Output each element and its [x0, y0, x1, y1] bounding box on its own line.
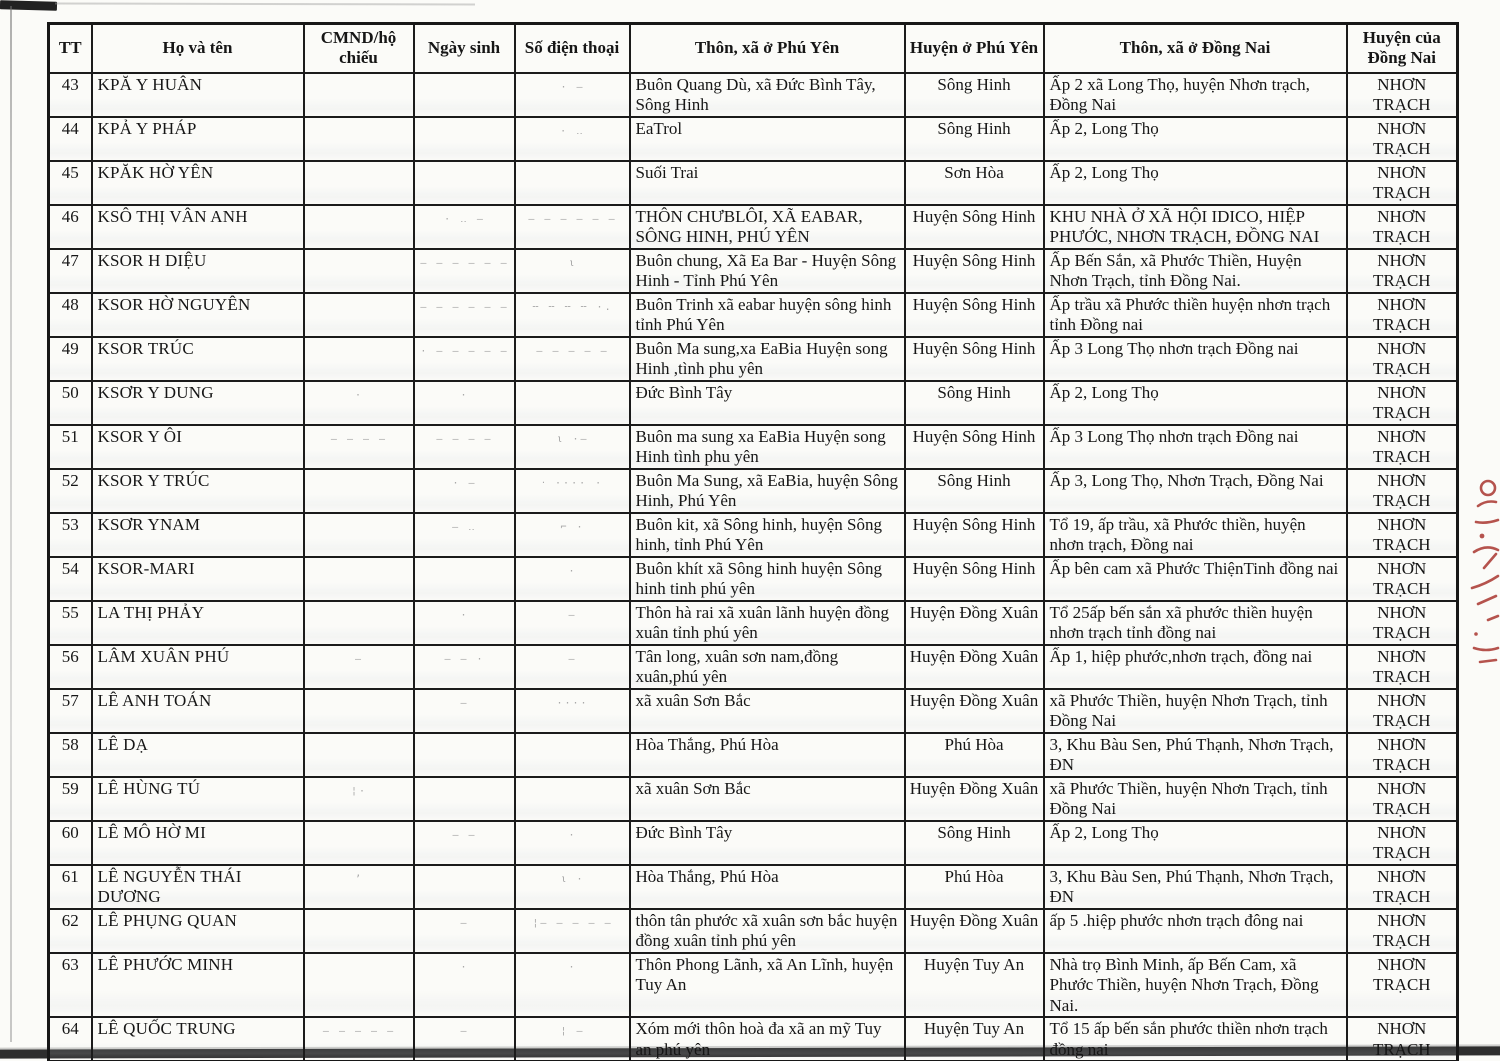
table-row: [49, 117, 1458, 161]
cell-birthdate: –: [414, 1017, 515, 1061]
cell-tt: 45: [49, 161, 92, 205]
cell-phone: ⌐ ·: [515, 513, 630, 557]
cell-py-district: Huyện Đồng Xuân: [905, 777, 1044, 821]
cell-cmnd: [304, 557, 414, 601]
cell-birthdate: ·: [414, 601, 515, 645]
cell-name: LÊ QUỐC TRUNG: [92, 1017, 304, 1061]
cell-phone: ι ·‒: [515, 425, 630, 469]
cell-dn-commune: xã Phước Thiền, huyện Nhơn Trạch, tỉnh Đồng Nai: [1044, 689, 1347, 733]
cell-py-district: Huyện Tuy An: [905, 953, 1044, 1018]
cell-phone: – – – – –: [515, 337, 630, 381]
cell-birthdate: – – – – – –: [414, 293, 515, 337]
cell-birthdate: – – – – – –: [414, 249, 515, 293]
cell-py-commune: Suối Trai: [630, 161, 905, 205]
cell-birthdate: · ‥ –: [414, 205, 515, 249]
header-dn-commune: Thôn, xã ở Đồng Nai: [1044, 24, 1347, 73]
table-row: [49, 1017, 1458, 1061]
cell-phone: ····: [515, 689, 630, 733]
header-row: [49, 24, 1458, 73]
cell-cmnd: ¦·: [304, 777, 414, 821]
table-row: [49, 821, 1458, 865]
scan-edge-top-line: [55, 2, 475, 5]
cell-dn-commune: Ấp 2, Long Thọ: [1044, 161, 1347, 205]
cell-cmnd: – – – –: [304, 425, 414, 469]
cell-py-district: Phú Hòa: [905, 865, 1044, 909]
header-phone: Số điện thoại: [515, 24, 630, 73]
table-row: [49, 161, 1458, 205]
table-row: [49, 733, 1458, 777]
cell-dn-district: NHƠN TRẠCH: [1347, 337, 1458, 381]
table-row: [49, 73, 1458, 117]
cell-dn-district: NHƠN TRẠCH: [1347, 733, 1458, 777]
cell-dn-commune: Ấp 3, Long Thọ, Nhơn Trạch, Đồng Nai: [1044, 469, 1347, 513]
cell-tt: 62: [49, 909, 92, 953]
cell-tt: 43: [49, 73, 92, 117]
cell-dn-commune: xã Phước Thiền, huyện Nhơn Trạch, tỉnh Đồng Nai: [1044, 777, 1347, 821]
cell-name: KSOR-MARI: [92, 557, 304, 601]
header-dn-district: Huyện của Đồng Nai: [1347, 24, 1458, 73]
header-cmnd: CMND/hộ chiếu: [304, 24, 414, 73]
cell-cmnd: [304, 733, 414, 777]
cell-birthdate: ·: [414, 381, 515, 425]
cell-phone: ι: [515, 249, 630, 293]
cell-birthdate: –: [414, 689, 515, 733]
cell-tt: 54: [49, 557, 92, 601]
cell-py-commune: xã xuân Sơn Bắc: [630, 777, 905, 821]
cell-name: LÊ PHỤNG QUAN: [92, 909, 304, 953]
cell-py-commune: Tân long, xuân sơn nam,đồng xuân,phú yên: [630, 645, 905, 689]
cell-dn-district: NHƠN TRẠCH: [1347, 469, 1458, 513]
cell-dn-district: NHƠN TRẠCH: [1347, 161, 1458, 205]
cell-dn-district: NHƠN TRẠCH: [1347, 601, 1458, 645]
cell-dn-commune: Nhà trọ Bình Minh, ấp Bến Cam, xã Phước Thiền, huyện Nhơn Trạch, Đồng Nai.: [1044, 953, 1347, 1018]
cell-phone: · ‒: [515, 73, 630, 117]
cell-cmnd: [304, 161, 414, 205]
cell-birthdate: [414, 777, 515, 821]
cell-py-commune: Buôn kit, xã Sông hinh, huyện Sông hinh, tỉnh Phú Yên: [630, 513, 905, 557]
table-row: [49, 909, 1458, 953]
header-tt: TT: [49, 24, 92, 73]
cell-dn-commune: Ấp 3 Long Thọ nhơn trạch Đồng nai: [1044, 337, 1347, 381]
cell-dn-district: NHƠN TRẠCH: [1347, 821, 1458, 865]
cell-cmnd: [304, 821, 414, 865]
cell-dn-commune: Tổ 25ấp bến sắn xã phước thiền huyện nhơn trạch tỉnh đồng nai: [1044, 601, 1347, 645]
cell-tt: 46: [49, 205, 92, 249]
cell-py-commune: Đức Bình Tây: [630, 821, 905, 865]
cell-dn-district: NHƠN TRẠCH: [1347, 953, 1458, 1018]
table-row: [49, 865, 1458, 909]
cell-cmnd: [304, 117, 414, 161]
cell-name: KSOR Y ÔI: [92, 425, 304, 469]
cell-py-commune: thôn tân phước xã xuân sơn bắc huyện đồng xuân tỉnh phú yên: [630, 909, 905, 953]
cell-dn-commune: Ấp trầu xã Phước thiền huyện nhơn trạch tỉnh Đồng nai: [1044, 293, 1347, 337]
scan-edge-left-line: [10, 6, 12, 1042]
cell-py-district: Huyện Sông Hinh: [905, 425, 1044, 469]
cell-dn-district: NHƠN TRẠCH: [1347, 865, 1458, 909]
cell-dn-commune: Ấp Bến Sắn, xã Phước Thiền, Huyện Nhơn Trạch, tỉnh Đồng Nai.: [1044, 249, 1347, 293]
cell-tt: 63: [49, 953, 92, 1018]
cell-py-district: Huyện Đồng Xuân: [905, 601, 1044, 645]
cell-py-district: Sông Hinh: [905, 821, 1044, 865]
cell-name: KSOR Y TRÚC: [92, 469, 304, 513]
cell-birthdate: – ‥: [414, 513, 515, 557]
cell-dn-commune: KHU NHÀ Ở XÃ HỘI IDICO, HIỆP PHƯỚC, NHƠN TRẠCH, ĐỒNG NAI: [1044, 205, 1347, 249]
cell-name: KSOR TRÚC: [92, 337, 304, 381]
table-row: [49, 689, 1458, 733]
cell-tt: 60: [49, 821, 92, 865]
cell-py-commune: Thôn hà rai xã xuân lãnh huyện đồng xuân tỉnh phú yên: [630, 601, 905, 645]
cell-birthdate: – – – –: [414, 425, 515, 469]
cell-dn-district: NHƠN TRẠCH: [1347, 513, 1458, 557]
cell-cmnd: – – – – –: [304, 1017, 414, 1061]
cell-dn-district: NHƠN TRẠCH: [1347, 777, 1458, 821]
cell-cmnd: [304, 73, 414, 117]
cell-tt: 61: [49, 865, 92, 909]
table-row: [49, 645, 1458, 689]
cell-cmnd: [304, 953, 414, 1018]
cell-cmnd: [304, 909, 414, 953]
cell-birthdate: [414, 161, 515, 205]
header-py-commune: Thôn, xã ở Phú Yên: [630, 24, 905, 73]
cell-py-district: Sông Hinh: [905, 381, 1044, 425]
cell-birthdate: · – – – – –: [414, 337, 515, 381]
table-row: [49, 293, 1458, 337]
cell-py-commune: Buôn Quang Dù, xã Đức Bình Tây, Sông Hinh: [630, 73, 905, 117]
cell-py-district: Huyện Sông Hinh: [905, 337, 1044, 381]
cell-birthdate: [414, 117, 515, 161]
cell-birthdate: – – ·: [414, 645, 515, 689]
cell-tt: 52: [49, 469, 92, 513]
cell-dn-district: NHƠN TRẠCH: [1347, 117, 1458, 161]
cell-birthdate: ·: [414, 953, 515, 1018]
table-row: [49, 777, 1458, 821]
cell-phone: [515, 777, 630, 821]
cell-birthdate: · –: [414, 469, 515, 513]
cell-dn-commune: Ấp bên cam xã Phước ThiệnTinh đồng nai: [1044, 557, 1347, 601]
cell-py-district: Huyện Đồng Xuân: [905, 909, 1044, 953]
cell-cmnd: ·: [304, 381, 414, 425]
header-py-district: Huyện ở Phú Yên: [905, 24, 1044, 73]
cell-dn-commune: ấp 5 .hiệp phước nhơn trạch đông nai: [1044, 909, 1347, 953]
cell-phone: ·: [515, 953, 630, 1018]
cell-name: LA THỊ PHẢY: [92, 601, 304, 645]
red-stamp-fragment: [1464, 476, 1500, 676]
cell-dn-district: NHƠN TRẠCH: [1347, 557, 1458, 601]
cell-phone: [515, 161, 630, 205]
cell-cmnd: [304, 249, 414, 293]
cell-cmnd: ’: [304, 865, 414, 909]
table-row: [49, 601, 1458, 645]
cell-dn-commune: 3, Khu Bàu Sen, Phú Thạnh, Nhơn Trạch, ĐN: [1044, 733, 1347, 777]
cell-phone: –: [515, 645, 630, 689]
cell-tt: 49: [49, 337, 92, 381]
cell-name: LÂM XUÂN PHÚ: [92, 645, 304, 689]
table-row: [49, 469, 1458, 513]
cell-py-commune: Thôn Phong Lãnh, xã An Lĩnh, huyện Tuy An: [630, 953, 905, 1018]
cell-cmnd: [304, 293, 414, 337]
cell-dn-commune: Ấp 2, Long Thọ: [1044, 381, 1347, 425]
cell-tt: 64: [49, 1017, 92, 1061]
cell-py-district: Huyện Tuy An: [905, 1017, 1044, 1061]
cell-tt: 55: [49, 601, 92, 645]
cell-dn-district: NHƠN TRẠCH: [1347, 909, 1458, 953]
cell-dn-district: NHƠN TRẠCH: [1347, 73, 1458, 117]
cell-dn-commune: Ấp 2, Long Thọ: [1044, 117, 1347, 161]
cell-py-district: Phú Hòa: [905, 733, 1044, 777]
cell-py-district: Huyện Sông Hinh: [905, 513, 1044, 557]
cell-dn-commune: Tổ 15 ấp bến sắn phước thiền nhơn trạch đồng nai: [1044, 1017, 1347, 1061]
cell-tt: 50: [49, 381, 92, 425]
cell-py-commune: Buôn Ma sung,xa EaBia Huyện song Hinh ,tình phu yên: [630, 337, 905, 381]
cell-dn-district: NHƠN TRẠCH: [1347, 645, 1458, 689]
cell-tt: 48: [49, 293, 92, 337]
cell-name: KSƠR Y DUNG: [92, 381, 304, 425]
cell-birthdate: –: [414, 909, 515, 953]
table-header: [49, 24, 1458, 73]
cell-py-district: Huyện Đồng Xuân: [905, 689, 1044, 733]
table-row: [49, 249, 1458, 293]
cell-py-district: Huyện Sông Hinh: [905, 293, 1044, 337]
cell-birthdate: [414, 73, 515, 117]
cell-py-commune: Đức Bình Tây: [630, 381, 905, 425]
cell-phone: ╌ ╌ ╌ ╌ ·.: [515, 293, 630, 337]
cell-py-district: Sông Hinh: [905, 73, 1044, 117]
table-row: [49, 381, 1458, 425]
cell-py-commune: Xóm mới thôn hoà đa xã an mỹ Tuy an phú yên: [630, 1017, 905, 1061]
cell-phone: – – – – – –: [515, 205, 630, 249]
cell-birthdate: [414, 733, 515, 777]
cell-name: KPẢ Y PHÁP: [92, 117, 304, 161]
cell-name: LÊ ANH TOÁN: [92, 689, 304, 733]
cell-py-commune: Buôn Ma Sung, xã EaBia, huyện Sông Hinh, Phú Yên: [630, 469, 905, 513]
cell-birthdate: [414, 865, 515, 909]
cell-name: LÊ PHƯỚC MINH: [92, 953, 304, 1018]
table-row: [49, 513, 1458, 557]
cell-py-district: Huyện Đồng Xuân: [905, 645, 1044, 689]
cell-tt: 47: [49, 249, 92, 293]
cell-cmnd: —: [304, 645, 414, 689]
cell-phone: [515, 381, 630, 425]
cell-py-commune: THÔN CHƯBLÔI, XÃ EABAR, SÔNG HINH, PHÚ YÊN: [630, 205, 905, 249]
cell-name: KSÔ THỊ VÂN ANH: [92, 205, 304, 249]
header-birthdate: Ngày sinh: [414, 24, 515, 73]
cell-name: LÊ HÙNG TÚ: [92, 777, 304, 821]
table-row: [49, 205, 1458, 249]
cell-py-district: Sông Hinh: [905, 469, 1044, 513]
cell-phone: ·: [515, 821, 630, 865]
table-row: [49, 953, 1458, 1018]
cell-dn-district: NHƠN TRẠCH: [1347, 689, 1458, 733]
cell-dn-district: NHƠN TRẠCH: [1347, 249, 1458, 293]
cell-py-commune: Buôn ma sung xa EaBia Huyện song Hinh tình phu yên: [630, 425, 905, 469]
cell-py-district: Huyện Sông Hinh: [905, 249, 1044, 293]
cell-py-commune: Hòa Thắng, Phú Hòa: [630, 865, 905, 909]
cell-phone: –: [515, 601, 630, 645]
cell-tt: 59: [49, 777, 92, 821]
cell-dn-commune: 3, Khu Bàu Sen, Phú Thạnh, Nhơn Trạch, ĐN: [1044, 865, 1347, 909]
table-row: [49, 425, 1458, 469]
cell-name: KSƠR YNAM: [92, 513, 304, 557]
cell-cmnd: [304, 689, 414, 733]
cell-phone: ι ·: [515, 865, 630, 909]
cell-phone: ·: [515, 557, 630, 601]
cell-dn-commune: Ấp 2, Long Thọ: [1044, 821, 1347, 865]
cell-py-commune: Hòa Thắng, Phú Hòa: [630, 733, 905, 777]
cell-py-commune: EaTrol: [630, 117, 905, 161]
header-name: Họ và tên: [92, 24, 304, 73]
cell-dn-district: NHƠN TRẠCH: [1347, 1017, 1458, 1061]
cell-py-commune: Buôn Trinh xã eabar huyện sông hinh tỉnh Phú Yên: [630, 293, 905, 337]
cell-cmnd: [304, 601, 414, 645]
cell-dn-district: NHƠN TRẠCH: [1347, 293, 1458, 337]
cell-tt: 58: [49, 733, 92, 777]
table-row: [49, 337, 1458, 381]
cell-name: KSOR H DIỆU: [92, 249, 304, 293]
cell-py-district: Sông Hinh: [905, 117, 1044, 161]
cell-name: LÊ NGUYỄN THÁI DƯƠNG: [92, 865, 304, 909]
table-body: [49, 73, 1458, 1061]
cell-tt: 53: [49, 513, 92, 557]
cell-dn-commune: Ấp 2 xã Long Thọ, huyện Nhơn trạch, Đồng Nai: [1044, 73, 1347, 117]
cell-cmnd: [304, 337, 414, 381]
cell-dn-district: NHƠN TRẠCH: [1347, 381, 1458, 425]
cell-cmnd: [304, 513, 414, 557]
cell-tt: 57: [49, 689, 92, 733]
cell-py-commune: Buôn khít xã Sông hinh huyện Sông hinh tinh phú yên: [630, 557, 905, 601]
cell-name: KPĂK HỜ YÊN: [92, 161, 304, 205]
cell-phone: ¦ –: [515, 1017, 630, 1061]
scan-edge-top-left-mark: [0, 0, 57, 11]
cell-tt: 44: [49, 117, 92, 161]
cell-dn-commune: Ấp 1, hiệp phước,nhơn trạch, đồng nai: [1044, 645, 1347, 689]
cell-name: KPĂ Y HUÂN: [92, 73, 304, 117]
cell-birthdate: [414, 557, 515, 601]
cell-dn-district: NHƠN TRẠCH: [1347, 425, 1458, 469]
cell-phone: · ‥: [515, 117, 630, 161]
cell-py-commune: Buôn chung, Xã Ea Bar - Huyện Sông Hinh - Tỉnh Phú Yên: [630, 249, 905, 293]
cell-py-district: Huyện Sông Hinh: [905, 205, 1044, 249]
cell-dn-commune: Tổ 19, ấp trầu, xã Phước thiền, huyện nhơn trạch, Đồng nai: [1044, 513, 1347, 557]
cell-cmnd: [304, 469, 414, 513]
cell-py-district: Sơn Hòa: [905, 161, 1044, 205]
cell-dn-commune: Ấp 3 Long Thọ nhơn trạch Đồng nai: [1044, 425, 1347, 469]
cell-tt: 56: [49, 645, 92, 689]
cell-dn-district: NHƠN TRẠCH: [1347, 205, 1458, 249]
cell-birthdate: – –: [414, 821, 515, 865]
cell-name: LÊ MÔ HỜ MI: [92, 821, 304, 865]
cell-cmnd: [304, 205, 414, 249]
cell-phone: [515, 733, 630, 777]
record-table: [47, 22, 1459, 1061]
cell-phone: ¦– – – – –: [515, 909, 630, 953]
cell-tt: 51: [49, 425, 92, 469]
cell-name: LÊ DẠ: [92, 733, 304, 777]
cell-py-commune: xã xuân Sơn Bắc: [630, 689, 905, 733]
cell-phone: ‧ ···· ·: [515, 469, 630, 513]
cell-name: KSOR HỜ NGUYÊN: [92, 293, 304, 337]
table-row: [49, 557, 1458, 601]
cell-py-district: Huyện Sông Hinh: [905, 557, 1044, 601]
